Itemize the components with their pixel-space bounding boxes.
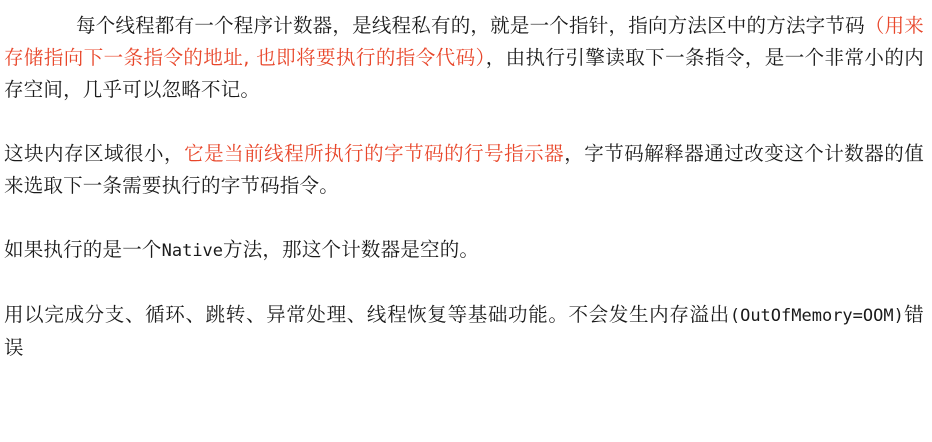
paragraph-p4 <box>4 299 924 364</box>
body-text: 方法，那这个计数器是空的。 <box>223 238 480 261</box>
paragraph-spacer <box>4 267 924 299</box>
body-text: 这块内存区域很小， <box>4 142 185 165</box>
body-text: 每个线程都有一个程序计数器，是线程私有的，就是一个指针，指向方法区中的方法字节码 <box>76 14 865 37</box>
paragraph-p1 <box>4 10 924 106</box>
highlighted-text: （用来存储指向下一条指令的地址, 也即将要执行的指令代码） <box>4 14 924 69</box>
body-text: 如果执行的是一个 <box>4 238 162 261</box>
highlighted-text: 它是当前线程所执行的字节码的行号指示器 <box>184 142 565 165</box>
code-text: (OutOfMemory=OOM) <box>729 306 904 326</box>
body-text: 用以完成分支、循环、跳转、异常处理、线程恢复等基础功能。不会发生内存溢出 <box>4 303 730 326</box>
paragraph-p3 <box>4 234 924 267</box>
paragraph-spacer <box>4 202 924 234</box>
paragraph-spacer <box>4 106 924 138</box>
body-text: 错误 <box>4 303 925 359</box>
body-text: ，字节码解释器通过改变这个计数器的值来选取下一条需要执行的字节码指令。 <box>4 142 924 197</box>
body-text: ，由执行引擎读取下一条指令，是一个非常小的内存空间，几乎可以忽略不记。 <box>4 46 924 101</box>
code-text: Native <box>161 241 224 261</box>
paragraph-p2 <box>4 138 924 202</box>
